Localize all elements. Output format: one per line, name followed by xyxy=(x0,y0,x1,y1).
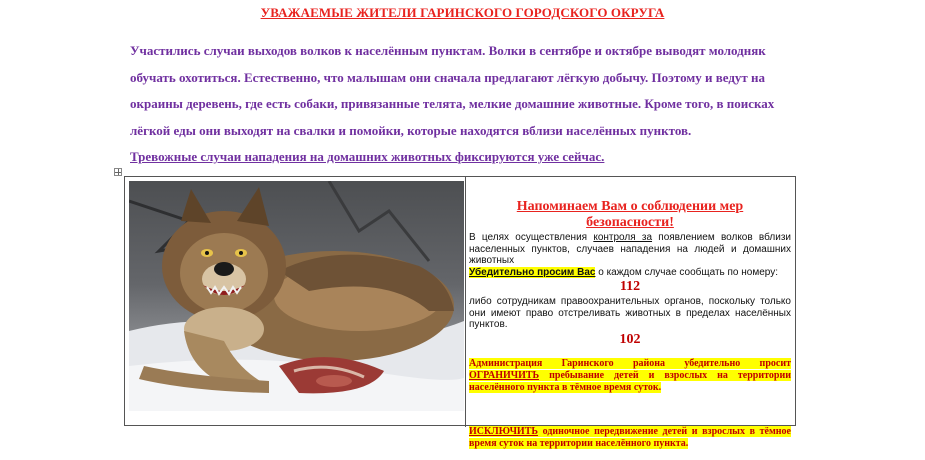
notice-body-keyword: контроля за xyxy=(593,232,653,243)
wolf-illustration xyxy=(129,181,464,411)
exclude-keyword: ИСКЛЮЧИТЬ xyxy=(469,425,538,437)
request-highlight: Убедительно просим Вас xyxy=(469,266,596,278)
admin-request-text: пребывание детей и взрослых на территории населённого пункта в тёмное время суток. xyxy=(469,369,791,393)
intro-line: Участились случаи выходов волков к населённым пунктам. Волки в сентябре и октябре выводят молодняк xyxy=(130,43,766,58)
notice-title-line: Напоминаем Вам о соблюдении мер xyxy=(516,199,744,214)
notice-table xyxy=(124,176,796,449)
admin-request xyxy=(469,358,791,394)
table-move-handle-icon[interactable] xyxy=(114,168,122,176)
notice-title xyxy=(469,199,791,231)
page-title: УВАЖАЕМЫЕ ЖИТЕЛИ ГАРИНСКОГО ГОРОДСКОГО ОКРУГА xyxy=(260,5,665,20)
notice-body-text: В целях осуществления xyxy=(469,232,594,243)
request-text: о каждом случае сообщать по номеру: xyxy=(595,266,779,278)
exclude-request xyxy=(469,426,791,450)
intro-line: лёгкой еды они выходят на свалки и помойки, которые находятся вблизи населённых пунктов. xyxy=(130,122,692,138)
intro-underlined-line: Тревожные случаи нападения на домашних животных фиксируются уже сейчас. xyxy=(130,149,605,165)
wolf-photo xyxy=(129,181,464,411)
column-divider xyxy=(465,177,466,427)
intro-line: окраины деревень, где есть собаки, привязанные телята, мелкие домашние животные. Кроме того, в поисках xyxy=(130,96,775,112)
notice-body xyxy=(469,232,791,278)
police-text: либо сотрудникам правоохранительных органов, поскольку только они имеют право отстреливать животных в пределах населённых пунктов. xyxy=(469,296,791,330)
notice-body-text: появлением волков вблизи населенных пунктов, случаев нападения на людей и домашних животных xyxy=(469,232,791,266)
exclude-request-text: одиночное передвижение детей и взрослых в тёмное время суток на территории населённого пункта. xyxy=(469,425,791,449)
safety-notice xyxy=(469,199,791,460)
notice-title-line: безопасности! xyxy=(586,215,674,230)
intro-paragraph xyxy=(130,38,775,171)
phone-102: 102 xyxy=(619,331,641,347)
limit-keyword: ОГРАНИЧИТЬ xyxy=(469,369,540,381)
phone-112: 112 xyxy=(619,279,641,294)
intro-line: обучать охотиться. Естественно, что малышам они сначала предлагают лёгкую добычу. Поэтому и ведут на xyxy=(130,69,766,85)
admin-request-text: Администрация Гаринского района убедительно просит xyxy=(469,357,791,369)
